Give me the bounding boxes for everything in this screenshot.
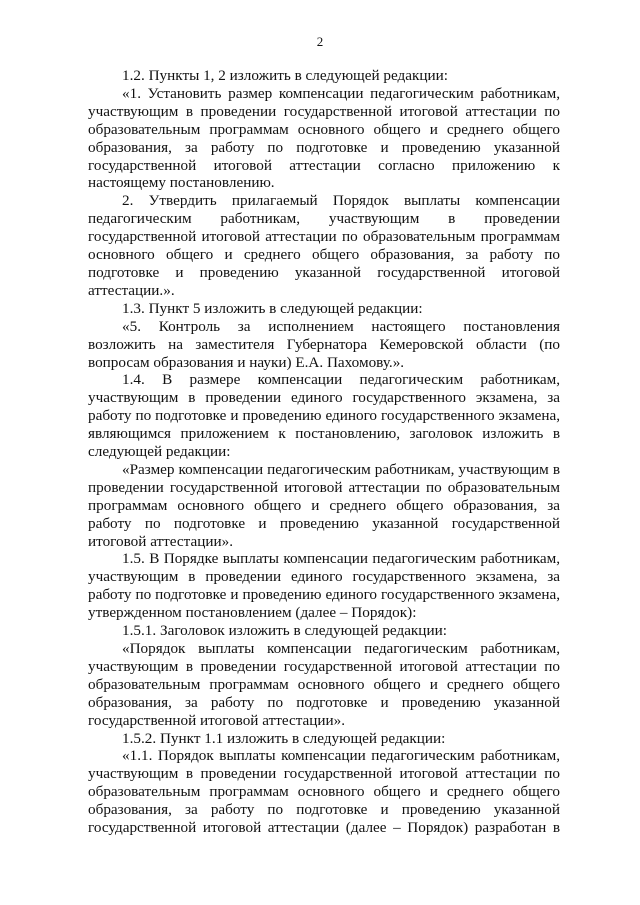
paragraph-1-5: 1.5. В Порядке выплаты компенсации педагогическим работникам, участвующим в проведении единого государственного экзамена, за работу по подготовке и проведению единого государственного экзамена, утвержденном постановлением (далее – Порядок): [88,550,560,622]
paragraph-quote-order-title: «Порядок выплаты компенсации педагогическим работникам, участвующим в проведении государственной итоговой аттестации по образовательным программам основного общего и среднего общего образования, за работу по подготовке и проведению указанной государственной итоговой аттестации». [88,640,560,729]
document-body [88,67,560,837]
paragraph-quote-item-2: 2. Утвердить прилагаемый Порядок выплаты компенсации педагогическим работникам, участвующим в проведении государственной итоговой аттестации по образовательным программам основного общего и среднего общего образования, за работу по подготовке и проведению указанной государственной итоговой аттестации.». [88,192,560,299]
paragraph-quote-item-1: «1. Установить размер компенсации педагогическим работникам, участвующим в проведении государственной итоговой аттестации по образовательным программам основного общего и среднего общего образования, за работу по подготовке и проведению указанной государственной итоговой аттестации согласно приложению к настоящему постановлению. [88,84,560,192]
paragraph-1-4: 1.4. В размере компенсации педагогическим работникам, участвующим в проведении единого государственного экзамена, за работу по подготовке и проведению единого государственного экзамена, являющимся приложением к постановлению, заголовок изложить в следующей редакции: [88,371,560,461]
page-number: 2 [316,34,324,49]
paragraph-1-2: 1.2. Пункты 1, 2 изложить в следующей редакции: [122,67,449,84]
paragraph-1-3: 1.3. Пункт 5 изложить в следующей редакции: [122,299,423,317]
paragraph-quote-item-1-1: «1.1. Порядок выплаты компенсации педагогическим работникам, участвующим в проведении государственной итоговой аттестации по образовательным программам основного общего и среднего общего образования, за работу по подготовке и проведению указанной государственной итоговой аттестации (далее – Порядок) разработан в [88,747,560,837]
paragraph-1-5-1: 1.5.1. Заголовок изложить в следующей редакции: [122,622,447,640]
paragraph-1-5-2: 1.5.2. Пункт 1.1 изложить в следующей редакции: [122,729,446,747]
paragraph-quote-size-title: «Размер компенсации педагогическим работникам, участвующим в проведении государственной итоговой аттестации по образовательным программам основного общего и среднего общего образования, за работу по подготовке и проведению указанной государственной итоговой аттестации». [88,460,560,550]
paragraph-quote-item-5: «5. Контроль за исполнением настоящего постановления возложить на заместителя Губернатора Кемеровской области (по вопросам образования и науки) Е.А. Пахомову.». [88,317,560,371]
